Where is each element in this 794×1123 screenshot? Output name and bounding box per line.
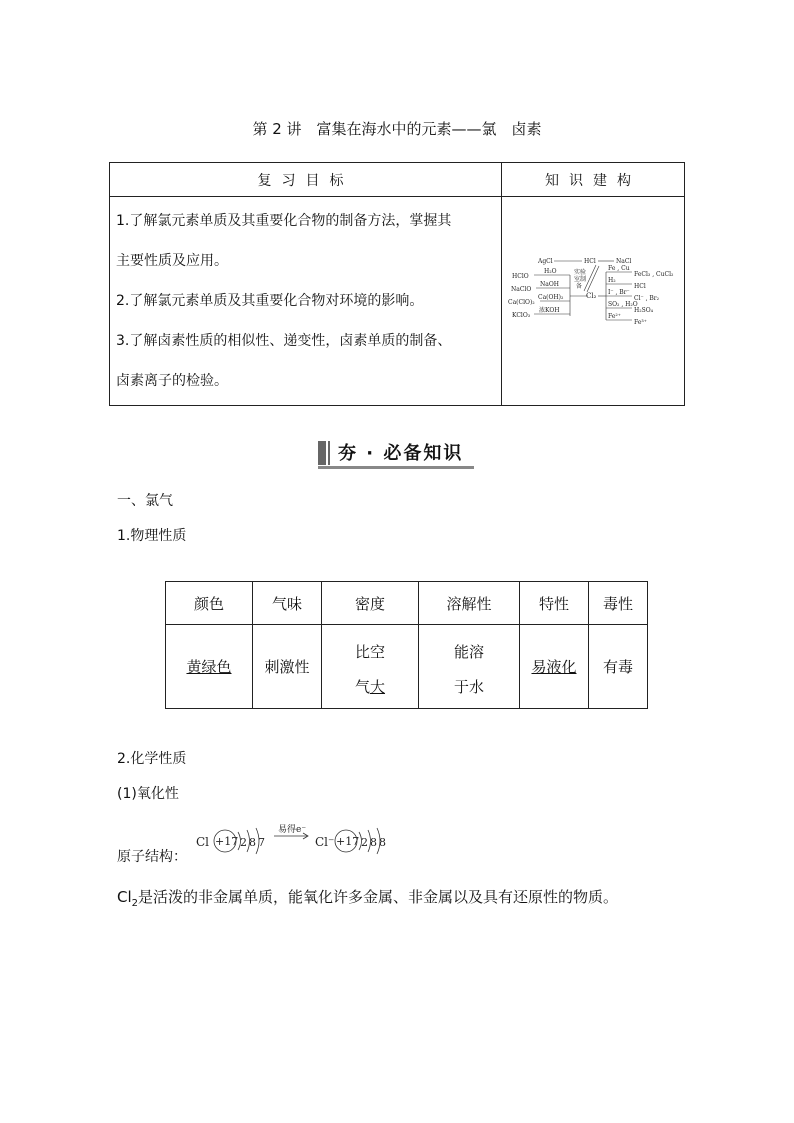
map-left-0: HClO (512, 273, 529, 280)
map-rreag-3: SO₂ , H₂O (608, 301, 638, 308)
knowledge-map-header: 知识建构 (502, 163, 685, 197)
cl-ion-symbol: Cl⁻ (315, 835, 335, 849)
goal-line: 1.了解氯元素单质及其重要化合物的制备方法，掌握其 (116, 213, 452, 229)
map-rreag-2: I⁻ , Br⁻ (608, 289, 630, 296)
goal-line: 卤素离子的检验。 (116, 373, 228, 389)
col-header: 特性 (520, 582, 589, 625)
map-hcl: HCl (584, 258, 596, 265)
goal-line: 2.了解氯元素单质及其重要化合物对环境的影响。 (116, 293, 424, 309)
map-lreag-1: NaOH (540, 281, 559, 288)
map-lreag-3: 浓KOH (539, 307, 560, 314)
cl-nucleus: +17 (215, 835, 239, 848)
map-lreag-2: Ca(OH)₂ (538, 294, 564, 301)
cell-color: 黄绿色 (166, 625, 253, 709)
cl-ion-shell-2: 8 (370, 836, 377, 849)
cell-toxicity: 有毒 (589, 625, 648, 709)
map-left-2: Ca(ClO)₂ (508, 299, 535, 306)
map-right-2: Cl⁻ , Br₂ (634, 295, 660, 302)
cl2-description: $Cl_2$是活泼的非金属单质，能氧化许多金属、非金属以及具有还原性的物质。 (117, 888, 619, 909)
section-heading-text: 夯 · 必备知识 (338, 443, 464, 464)
map-lab-1: 实验 (574, 269, 587, 276)
goal-line: 3.了解卤素性质的相似性、递变性，卤素单质的制备、 (116, 333, 452, 349)
chlorine-knowledge-map (508, 254, 678, 344)
map-left-3: KClO₃ (512, 312, 531, 319)
map-lab-3: 备 (576, 283, 583, 290)
map-right-0: FeCl₃ , CuCl₂ (634, 271, 674, 278)
cl-symbol: Cl (196, 835, 210, 849)
cl-ion-shell-3: 8 (379, 836, 386, 849)
cl-shell-2: 8 (249, 836, 256, 849)
col-header: 密度 (322, 582, 419, 625)
col-header: 溶解性 (419, 582, 520, 625)
map-rreag-1: H₂ (608, 277, 616, 284)
cell-density: 比空 气大 (322, 625, 419, 709)
col-header: 颜色 (166, 582, 253, 625)
heading-physical-properties: 1.物理性质 (117, 528, 187, 544)
map-right-1: HCl (634, 283, 646, 290)
map-right-3: H₂SO₄ (634, 307, 654, 314)
arrow-label: 易得e⁻ (278, 825, 307, 835)
map-rreag-4: Fe²⁺ (608, 313, 621, 320)
map-nacl: NaCl (616, 258, 632, 265)
map-left-1: NaClO (511, 286, 532, 293)
cl-ion-shell-1: 2 (361, 836, 368, 849)
review-goals-table (109, 162, 685, 406)
cell-smell: 刺激性 (253, 625, 322, 709)
map-lreag-0: H₂O (544, 268, 557, 275)
goal-line: 主要性质及应用。 (116, 253, 228, 269)
atom-structure-label: 原子结构： (117, 849, 187, 865)
map-agcl: AgCl (538, 258, 553, 265)
col-header: 毒性 (589, 582, 648, 625)
heading-chemical-properties: 2.化学性质 (117, 751, 187, 767)
page-title: 第 2 讲 富集在海水中的元素——氯 卤素 (252, 120, 542, 138)
map-cl2: Cl₂ (586, 292, 597, 300)
heading-bar-icon (318, 441, 326, 465)
cl-shell-3: 7 (258, 836, 265, 849)
cell-feature: 易液化 (520, 625, 589, 709)
physical-properties-table (165, 581, 648, 709)
heading-oxidizing: (1)氧化性 (117, 786, 179, 802)
goals-cell (110, 197, 502, 406)
cl-ion-nucleus: +17 (336, 835, 360, 848)
heading-underline (318, 466, 474, 469)
map-right-4: Fe³⁺ (634, 319, 647, 326)
cell-solubility: 能溶 于水 (419, 625, 520, 709)
map-lab-2: 室制 (574, 276, 587, 283)
atom-structure-diagram (196, 822, 396, 862)
map-rreag-0: Fe , Cu (608, 265, 630, 272)
col-header: 气味 (253, 582, 322, 625)
goals-header: 复习目标 (110, 163, 502, 197)
cl-shell-1: 2 (240, 836, 247, 849)
knowledge-map-cell (502, 197, 685, 406)
section-heading (318, 439, 474, 467)
heading-chlorine: 一、氯气 (117, 493, 173, 509)
heading-bar-icon (328, 441, 330, 465)
